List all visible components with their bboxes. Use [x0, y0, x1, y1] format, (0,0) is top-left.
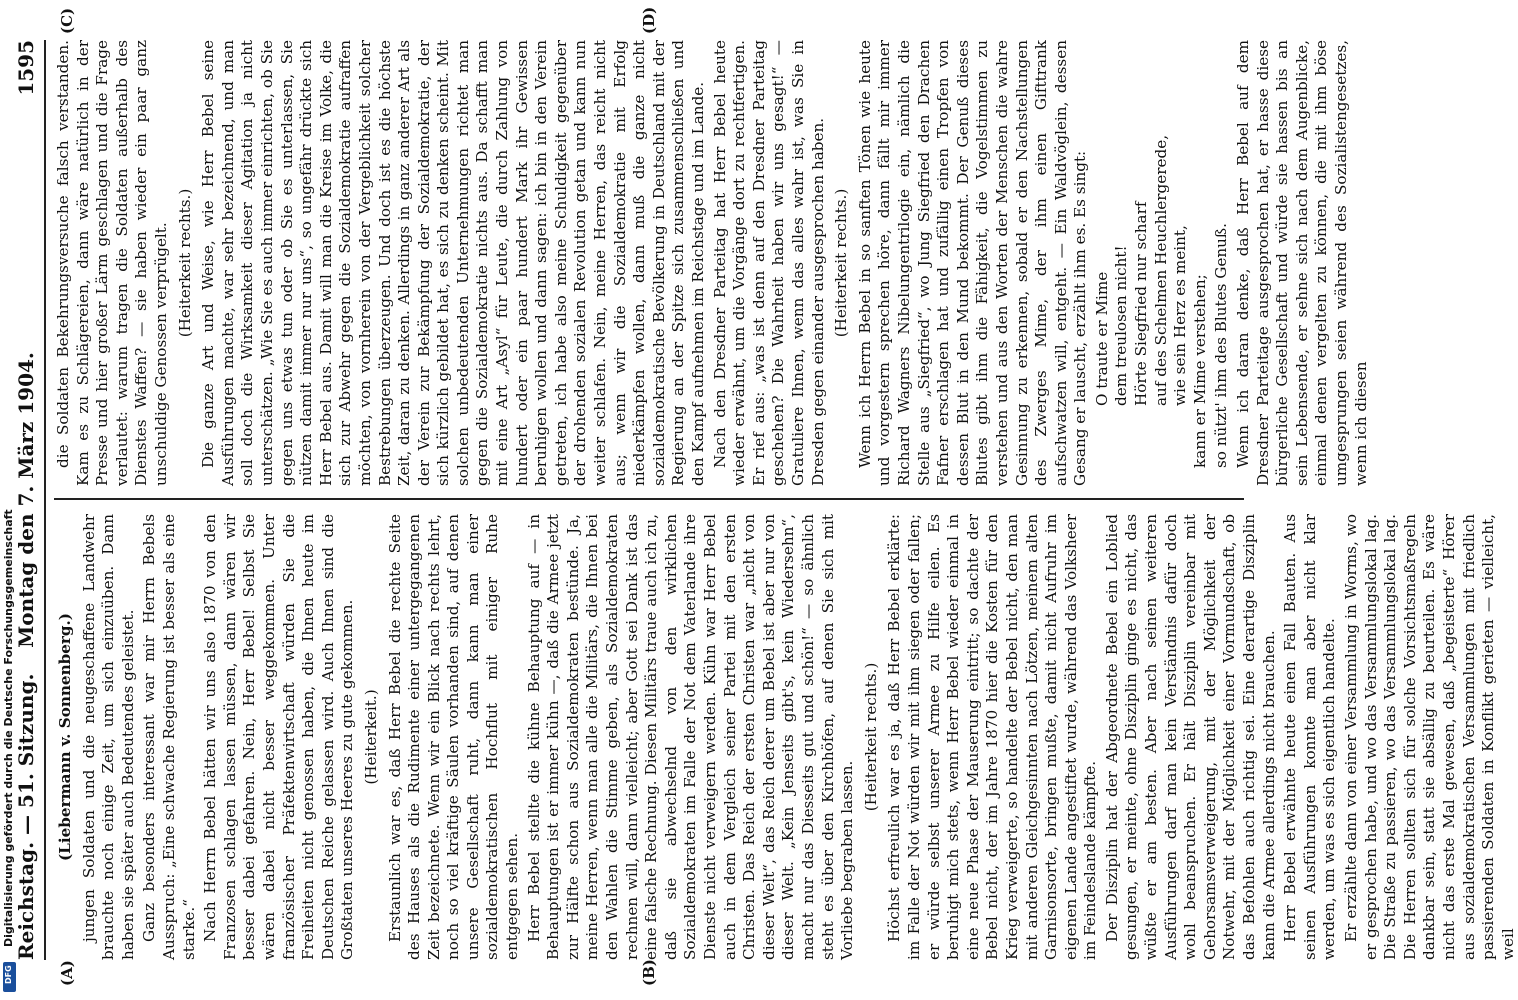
paragraph: Herr Bebel stellte die kühne Behauptung auf — in Behauptungen ist er immer kühn —, daß die Armee jetzt zur Hälfte schon aus Sozialdemokraten bestünde. Ja, meine Herren, wenn man alle die Militärs, die Ihnen bei den Wahlen die Stimme geben, als Sozialdemokraten rechnen will, dann vielleicht; aber Gott sei Dank ist das eine falsche Rechnung. Diesen Militärs traue auch ich zu, daß sie abwechselnd von den wirklichen Sozialdemokraten im Falle der Not dem Vaterlande ihre Dienste nicht verweigern werden. Kühn war Herr Bebel auch in dem Vergleich seiner Partei mit den ersten Christen. Das Reich der ersten Christen war „nicht von dieser Welt“, das Reich derer um Bebel ist aber nur von dieser Welt. „Kein Jenseits gibt's, kein Wiedersehn“, macht nur das Diesseits gut und schön!“ — so ähnlich steht es über den Kirchhöfen, auf denen Sie sich mit Vorliebe begraben lassen. [524, 514, 857, 960]
paragraph: die Soldaten Bekehrungsversuche falsch verstanden. Kam es zu Schlägereien, dann wäre natürlich in der Presse und hier großer Lärm geschlagen und die Frage verlautet: warum tragen die Soldaten außerhalb des Dienstes Waffen? — sie haben wieder ein paar ganz unschuldige Genossen verprügelt. [54, 40, 170, 486]
speaker-name: (Liebermann v. Sonnenberg.) [56, 613, 74, 861]
right-paragraphs [54, 40, 1371, 486]
paragraph: Höchst erfreulich war es ja, daß Herr Bebel erklärte: im Falle der Not würden wir mit ihm siegen oder fallen; er würde selbst unserer Armee zu Hilfe eilen. Es beruhigt mich stets, wenn Herr Bebel wieder einmal in eine neue Phase der Mauserung eintritt; so dachte der Bebel nicht, der im Jahre 1870 hier die Kosten für den Krieg verweigerte, so handelte der Bebel nicht, den man mit anderen Gleichgesinnten nach Lötzen, meinem alten Garnisonsorte, bringen mußte, damit nicht Aufruhr im eigenen Lande angestiftet wurde, während das Volksheer im Feindeslande kämpfte. [885, 514, 1100, 960]
digitization-credit [0, 0, 20, 1000]
paragraph: (Heiterkeit rechts.) [861, 662, 880, 812]
header-date: Montag den 7. März 1904. [14, 352, 38, 648]
paragraph: Nach Herrn Bebel hätten wir uns also 1870 von den Franzosen schlagen lassen müssen, dann wären wir besser dabei gefahren. Nein, Herr Bebel! Selbst Sie wären dabei nicht besser weggekommen. Unter französischer Präfektenwirtschaft würden Sie die Freiheiten nicht genossen haben, die Ihnen heute im Deutschen Reiche gelassen wird. Auch Ihnen sind die Großtaten unseres Heeres zu gute gekommen. [201, 514, 357, 960]
paragraph: (Heiterkeit rechts.) [175, 188, 194, 338]
paragraph: Er erzählte dann von einer Versammlung in Worms, wo er gesprochen habe, und wo das Versammlungslokal lag. Die Straße zu passieren, wo das Versammlungslokal lag. Die Herren sollten sich für solche Vorsichtsmaßregeln dankbar sein, statt sie absällig zu beurteilen. Es wäre nicht das erste Mal gewesen, daß „begeisterte“ Hörer aus sozialdemokratischen Versammlungen mit friedlich passierenden Soldaten in Konflikt gerieten — vielleicht, weil [1342, 514, 1517, 960]
right-column [54, 40, 1370, 486]
paragraph: Wenn ich Herrn Bebel in so sanften Tönen wie heute und vorgestern sprechen höre, dann fällt mir immer Richard Wagners Nibelungentrilogie ein, nämlich die Stelle aus „Siegfried“, wo Jung Siegfried den Drachen Fafner erschlagen hat und zufällig einen Tropfen von dessen Blut in den Mund bekommt. Der Genuß dieses Blutes gibt ihm die Fähigkeit, die Vogelstimmen zu verstehen und aus den Worten der Menschen die wahre Gesinnung zu erkennen, sobald er den Nachstellungen des Zwerges Mime, der ihm einen Gifttrank aufschwatzen will, entgeht. — Ein Waldvöglein, dessen Gesang er lauscht, erzählt ihm es. Es singt: [855, 40, 1090, 486]
page-number: 1595 [14, 40, 38, 96]
paragraph: auf des Schelmen Heuchlergerede, [1151, 134, 1170, 406]
paragraph: dem treulosen nicht! [1112, 245, 1131, 406]
paragraph: Der Disziplin hat der Abgeordnete Bebel ein Loblied gesungen, er meinte, ohne Disziplin ginge es nicht, das wüßte er am besten. Aber nach seinen weiteren Ausführungen darf man kein Verständnis dafür doch wohl beanspruchen. Er hält Disziplin vereinbar mit Gehorsamsverweigerung, mit der Möglichkeit der Notwehr, mit der Möglichkeit einer Vormundschaft, ob das Befohlen auch richtig sei. Eine derartige Disziplin kann die Armee allerdings nicht brauchen. [1102, 514, 1278, 960]
paragraph: O traute er Mime [1092, 271, 1111, 406]
paragraph: Nach den Dresdner Parteitag hat Herr Bebel heute wieder erwähnt, um die Vorgänge dort zu rechtfertigen. Er rief aus: „was ist denn auf den Dresdner Parteitag geschehen? Die Wahrheit haben wir uns gesagt!“ — Gratuliere Ihnen, wenn das alles wahr ist, was Sie in Dresden gegen einander ausgesprochen haben. [710, 40, 827, 486]
paragraph: (Heiterkeit rechts.) [832, 188, 851, 338]
dfg-logo: DFG [3, 962, 16, 992]
paragraph: Hörte Siegfried nur scharf [1132, 201, 1151, 406]
left-column [54, 514, 1517, 960]
margin-marker-a: (A) [58, 960, 76, 986]
paragraph: Die ganze Art und Weise, wie Herr Bebel seine Ausführungen machte, war sehr bezeichnend, und man soll doch die Wirksamkeit dieser Agitation ja nicht unterschätzen. „Wie Sie es auch immer einrichten, ob Sie gegen uns etwas tun oder ob Sie es unterlassen, Sie nützen damit immer nur uns“, so ungefähr drückte sich Herr Bebel aus. Damit will man die Kreise im Volke, die sich zur Abwehr gegen die Sozialdemokratie aufraffen möchten, von vornherein von der Vergeblichkeit solcher Bestrebungen überzeugen. Und doch ist es die höchste Zeit, daran zu denken. Allerdings in ganz anderer Art als der Verein zur Bekämpfung der Sozialdemokratie, der sich kürzlich gebildet hat, es sich zu denken scheint. Mit solchen unbedeutenden Unternehmungen richtet man gegen die Sozialdemokratie nichts aus. Da schafft man mit eine Art „Asyl“ für Leute, die durch Zahlung von hundert oder ein paar hundert Mark ihr Gewissen beruhigen wollen und dann sagen: ich bin in den Verein getreten, ich habe also meine Schuldigkeit gegenüber der drohenden sozialen Revolution getan und kann nun weiter schlafen. Nein, meine Herren, das reicht nicht aus; wenn wir die Sozialdemokratie mit Erfolg niederkämpfen wollen, dann muß die ganze nicht sozialdemokratische Bevölkerung in Deutschland mit der Regierung an der Spitze sich zusammenschließen und den Kampf aufnehmen im Reichstage und im Lande. [199, 40, 707, 486]
paragraph: jungen Soldaten und die neugeschaffene Landwehr brauchte noch einige Zeit, um sich einzuüben. Dann haben sie später auch Bedeutendes geleistet. [79, 514, 137, 960]
column-divider [54, 498, 1244, 500]
paragraph: wie sein Herz es meint, [1171, 225, 1190, 406]
margin-marker-b: (B) [640, 959, 658, 986]
margin-marker-d: (D) [640, 6, 658, 34]
left-paragraphs [80, 514, 1518, 960]
paragraph: (Heiterkeit.) [361, 689, 380, 785]
header-session: Reichstag. — 51. Sitzung. [14, 673, 38, 960]
paragraph: Wenn ich daran denke, daß Herr Bebel auf dem Dresdner Parteitage ausgesprochen hat, er hasse diese bürgerliche Gesellschaft und würde sie hassen bis an sein Lebensende, er sehne sich nach dem Augenblicke, einmal denen vergelten zu können, die mit ihm böse umgesprungen seien während des Sozialistengesetzes, wenn ich diesen [1234, 40, 1370, 486]
paragraph: so nützt' ihm des Blutes Genuß. [1212, 223, 1231, 468]
margin-marker-c: (C) [58, 7, 76, 34]
paragraph: Erstaunlich war es, daß Herr Bebel die rechte Seite des Hauses als die Rudimente einer untergegangenen Zeit bezeichnete. Wenn wir ein Blick nach rechts lehrt, noch so viel kräftige Säulen vorhanden sind, auf denen unsere Gesellschaft ruht, dann kann man einer sozialdemokratischen Hochflut mit einiger Ruhe entgegen sehen. [385, 514, 522, 960]
paragraph: Herr Bebel erwähnte heute einen Fall Bauten. Aus seinen Ausführungen konnte man aber nicht klar werden, um was es sich eigentlich handelte. [1281, 514, 1339, 960]
paragraph: Ganz besonders interessant war mir Herrn Bebels Ausspruch: „Eine schwache Regierung ist besser als eine starke.“ [140, 514, 198, 960]
credit-text: Digitalisierung gefördert durch die Deutsche Forschungsgemeinschaft [2, 509, 15, 947]
header-rule [44, 40, 46, 960]
paragraph: kann er Mime verstehen; [1190, 274, 1209, 468]
